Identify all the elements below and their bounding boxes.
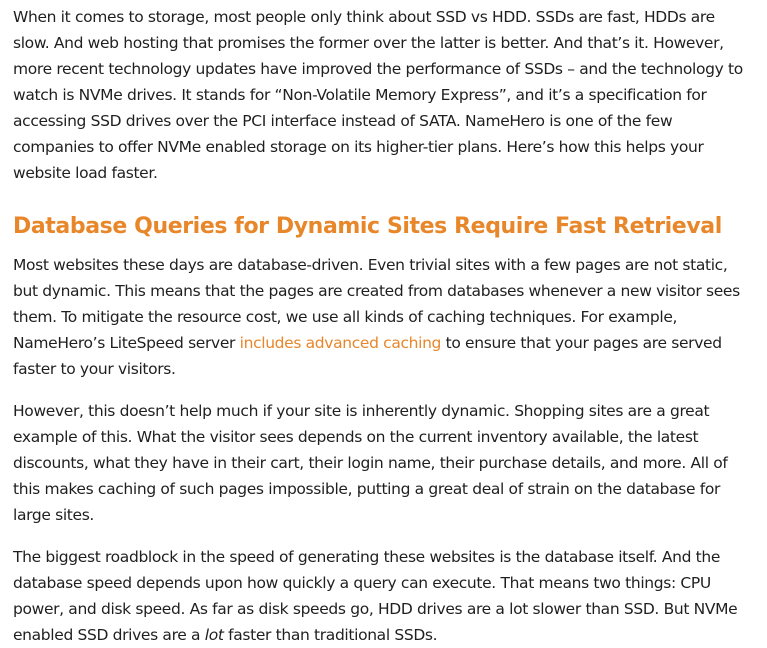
section-heading: Database Queries for Dynamic Sites Require Fast Retrieval [13, 214, 722, 239]
paragraph-text: Most websites these days are database-driven. Even trivial sites with a few pages are not static, but dynamic. This means that the pages are created from databases whenever a new visitor sees them. To mitigate the resource cost, we use all kinds of caching techniques. For example, NameHero’s LiteSpeed server [13, 256, 740, 352]
advanced-caching-link[interactable]: includes advanced caching [239, 334, 442, 352]
intro-paragraph: When it comes to storage, most people only think about SSD vs HDD. SSDs are fast, HDDs are slow. And web hosting that promises the former over the latter is better. And that’s it. However, more recent technology updates have improved the performance of SSDs – and the technology to watch is NVMe drives. It stands for “Non-Volatile Memory Express”, and it’s a specification for accessing SSD drives over the PCI interface instead of SATA. NameHero is one of the few companies to offer NVMe enabled storage on its higher-tier plans. Here’s how this helps your website load faster. [13, 8, 743, 182]
emphasis-text: lot [204, 626, 224, 644]
paragraph-roadblock [13, 544, 754, 648]
paragraph-dynamic-sites: However, this doesn’t help much if your site is inherently dynamic. Shopping sites are a great example of this. What the visitor sees depends on the current inventory available, the latest discounts, what they have in their cart, their login name, their purchase details, and more. All of this makes caching of such pages impossible, putting a great deal of strain on the database for large sites. [13, 402, 728, 524]
paragraph-database-driven [13, 252, 754, 382]
paragraph-text: The biggest roadblock in the speed of generating these websites is the database itself. And the database speed depends upon how quickly a query can execute. That means two things: CPU power, and disk speed. As far as disk speeds go, HDD drives are a lot slower than SSD. But NVMe enabled SSD drives are a [13, 548, 738, 644]
paragraph-text: faster than traditional SSDs. [223, 626, 438, 644]
paragraph-text: to ensure that your pages are served faster to your visitors. [13, 334, 722, 378]
